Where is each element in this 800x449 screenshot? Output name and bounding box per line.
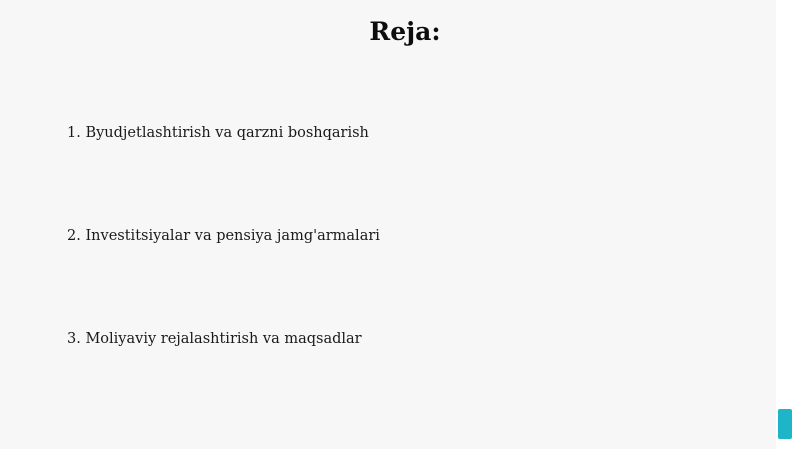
plan-item-3: 3. Moliyaviy rejalashtirish va maqsadlar (67, 331, 362, 347)
plan-item-1: 1. Byudjetlashtirish va qarzni boshqarish (67, 125, 369, 141)
slide-title: Reja: (369, 17, 441, 46)
scrollbar-thumb[interactable] (778, 409, 792, 439)
vertical-scrollbar[interactable] (776, 0, 800, 449)
plan-item-2: 2. Investitsiyalar va pensiya jamg'armalari (67, 228, 380, 244)
